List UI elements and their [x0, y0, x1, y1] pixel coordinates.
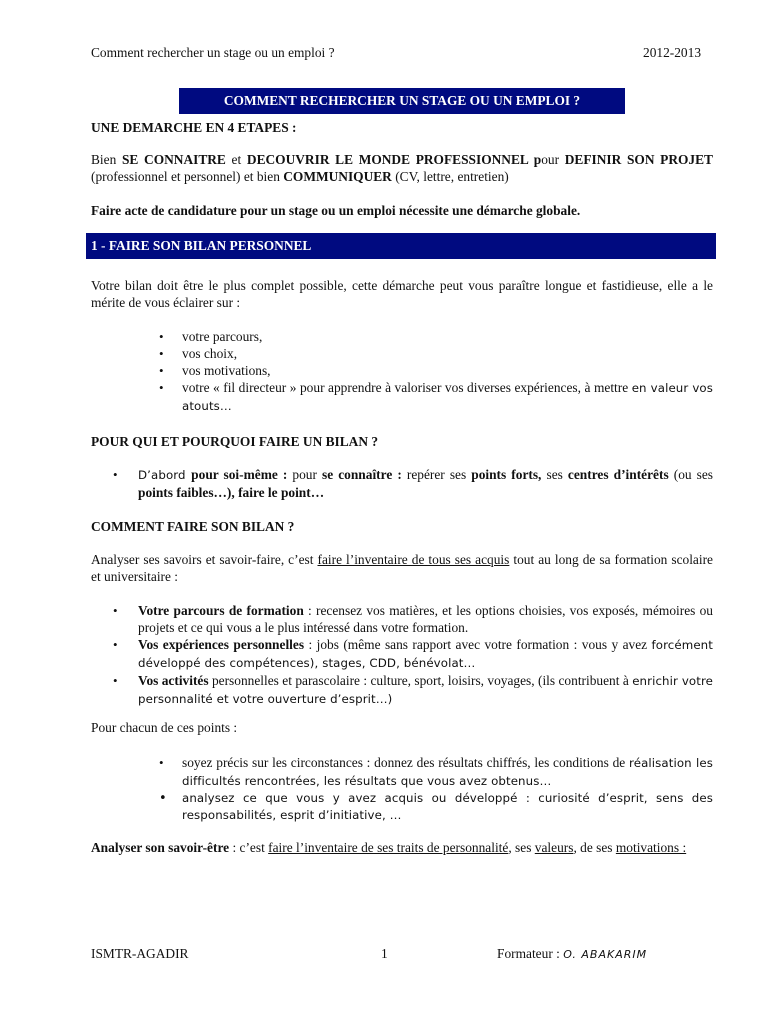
main-title-banner: COMMENT RECHERCHER UN STAGE OU UN EMPLOI ? [179, 88, 625, 114]
list-item: • vos choix, [159, 345, 713, 362]
list-item: • vos motivations, [159, 362, 713, 379]
header-title: Comment rechercher un stage ou un emploi ? [91, 45, 335, 60]
intro-paragraph: Bien SE CONNAITRE et DECOUVRIR LE MONDE PROFESSIONNEL pour DEFINIR SON PROJET (professionnel et personnel) et bien COMMUNIQUER (CV, lettre, entretien) [91, 152, 713, 184]
list-item: • Votre parcours de formation : recensez vos matières, et les options choisies, vos exposés, mémoires ou projets et ce qui vous a le plus intéressé dans votre formation. [113, 602, 713, 636]
comment-paragraph: Analyser ses savoirs et savoir-faire, c’est faire l’inventaire de tous ses acquis tout au long de sa formation scolaire et universitaire : [91, 552, 713, 584]
footer-school: ISMTR-AGADIR [91, 946, 189, 961]
section1-paragraph: Votre bilan doit être le plus complet possible, cette démarche peut vous paraître longue et fastidieuse, elle a le mérite de vous éclairer sur : [91, 278, 713, 310]
pourchacun-list [159, 754, 713, 824]
section1-bullet-list [159, 328, 713, 415]
footer-formateur: Formateur : O. ABAKARIM [497, 946, 648, 961]
list-item: • analysez ce que vous y avez acquis ou développé : curiosité d’esprit, sens des responsabilités, esprit d’initiative, … [159, 790, 713, 824]
header-year: 2012-2013 [643, 45, 702, 60]
pourqui-list [113, 466, 713, 501]
formateur-name: O. ABAKARIM [563, 948, 648, 961]
list-item: • soyez précis sur les circonstances : donnez des résultats chiffrés, les conditions de réalisation les difficultés rencontrées, les résultats que vous avez obtenus… [159, 754, 713, 790]
list-item: • votre parcours, [159, 328, 713, 345]
list-item: • Vos expériences personnelles : jobs (même sans rapport avec votre formation : vous y avez forcément développé des compétences), stages, CDD, bénévolat… [113, 636, 713, 672]
list-item: • votre « fil directeur » pour apprendre à valoriser vos diverses expériences, à mettre en valeur vos atouts… [159, 379, 713, 415]
intro-statement: Faire acte de candidature pour un stage ou un emploi nécessite une démarche globale. [91, 203, 581, 218]
footer-page-number: 1 [381, 946, 388, 961]
section1-banner: 1 - FAIRE SON BILAN PERSONNEL [86, 233, 716, 259]
intro-heading: UNE DEMARCHE EN 4 ETAPES : [91, 120, 297, 135]
pourqui-heading: POUR QUI ET POURQUOI FAIRE UN BILAN ? [91, 434, 379, 449]
list-item: • Vos activités personnelles et parascolaire : culture, sport, loisirs, voyages, (ils contribuent à enrichir votre personnalité et votre ouverture d’esprit…) [113, 672, 713, 708]
pourchacun-label: Pour chacun de ces points : [91, 720, 238, 735]
comment-heading: COMMENT FAIRE SON BILAN ? [91, 519, 295, 534]
list-item: • D’abord pour soi-même : pour se connaître : repérer ses points forts, ses centres d’intérêts (ou ses points faibles…), faire le point… [113, 466, 713, 501]
comment-list [113, 602, 713, 708]
savoiretre-paragraph: Analyser son savoir-être : c’est faire l’inventaire de ses traits de personnalité, ses valeurs, de ses motivations : [91, 840, 687, 855]
